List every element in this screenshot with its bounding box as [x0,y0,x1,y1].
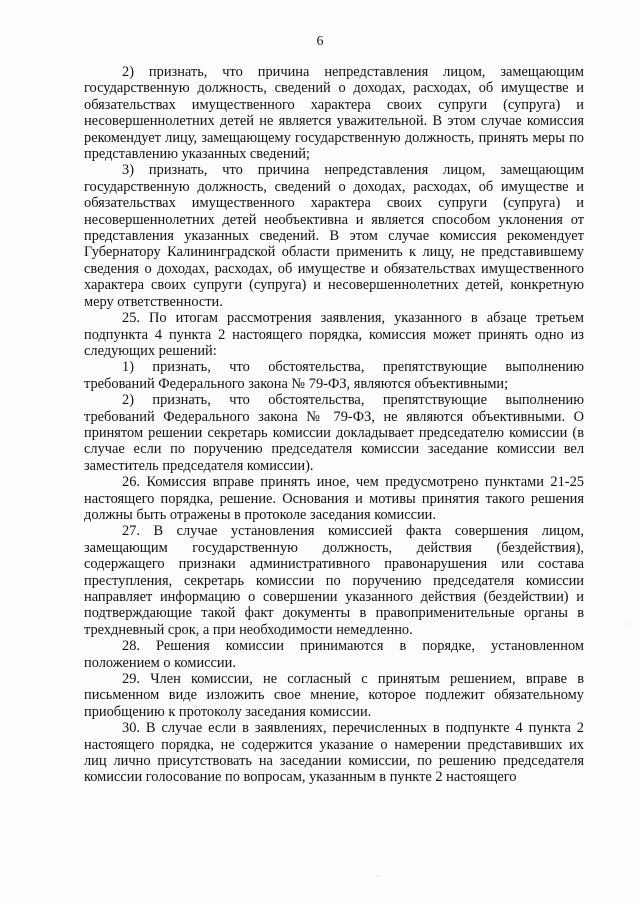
paragraph-item-3: 3) признать, что причина непредставления лицом, замещающим государственную должность, сведений о доходах, расходах, об имуществе и обязательствах имущественного характера своих супруги (супруга) и несовершеннолетних детей необъективна и является способом уклонения от представления указанных сведений. В этом случае комиссия рекомендует Губернатору Калининградской области применить к лицу, не представившему сведения о доходах, расходах, об имуществе и обязательствах имущественного характера своих супруги (супруга) и несовершеннолетних детей, конкретную меру ответственности. [84,162,584,310]
paragraph-25-item-2: 2) признать, что обстоятельства, препятствующие выполнению требований Федерального закона № 79-ФЗ, не являются объективными. О принятом решении секретарь комиссии докладывает председателю комиссии (в случае если по поручению председателя комиссии заседание комиссии вел заместитель председателя комиссии). [84,392,584,474]
paragraph-25: 25. По итогам рассмотрения заявления, указанного в абзаце третьем подпункта 4 пункта 2 настоящего порядка, комиссия может принять одно из следующих решений: [84,310,584,359]
scan-speck-right: · [625,620,628,629]
paragraph-28: 28. Решения комиссии принимаются в порядке, установленном положением о комиссии. [84,638,584,671]
scan-speck: · [376,872,379,881]
paragraph-26: 26. Комиссия вправе принять иное, чем предусмотрено пунктами 21-25 настоящего порядка, решение. Основания и мотивы принятия такого решения должны быть отражены в протоколе заседания комиссии. [84,474,584,523]
paragraph-item-2: 2) признать, что причина непредставления лицом, замещающим государственную должность, сведений о доходах, расходах, об имуществе и обязательствах имущественного характера своих супруги (супруга) и несовершеннолетних детей не является уважительной. В этом случае комиссия рекомендует лицу, замещающему государственную должность, принять меры по представлению указанных сведений; [84,64,584,163]
document-body [84,64,584,786]
paragraph-25-item-1: 1) признать, что обстоятельства, препятствующие выполнению требований Федерального закона № 79-ФЗ, являются объективными; [84,359,584,392]
paragraph-27: 27. В случае установления комиссией факта совершения лицом, замещающим государственную должность, действия (бездействия), содержащего признаки административного правонарушения или состава преступления, секретарь комиссии по поручению председателя комиссии направляет информацию о совершении указанного действия (бездействии) и подтверждающие такой факт документы в правоприменительные органы в трехдневный срок, а при необходимости немедленно. [84,523,584,638]
paragraph-29: 29. Член комиссии, не согласный с принятым решением, вправе в письменном виде изложить свое мнение, которое подлежит обязательному приобщению к протоколу заседания комиссии. [84,671,584,720]
paragraph-30: 30. В случае если в заявлениях, перечисленных в подпункте 4 пункта 2 настоящего порядка, не содержится указание о намерении представивших их лиц лично присутствовать на заседании комиссии, по решению председателя комиссии голосование по вопросам, указанным в пункте 2 настоящего [84,720,584,786]
page-number: 6 [316,34,324,49]
